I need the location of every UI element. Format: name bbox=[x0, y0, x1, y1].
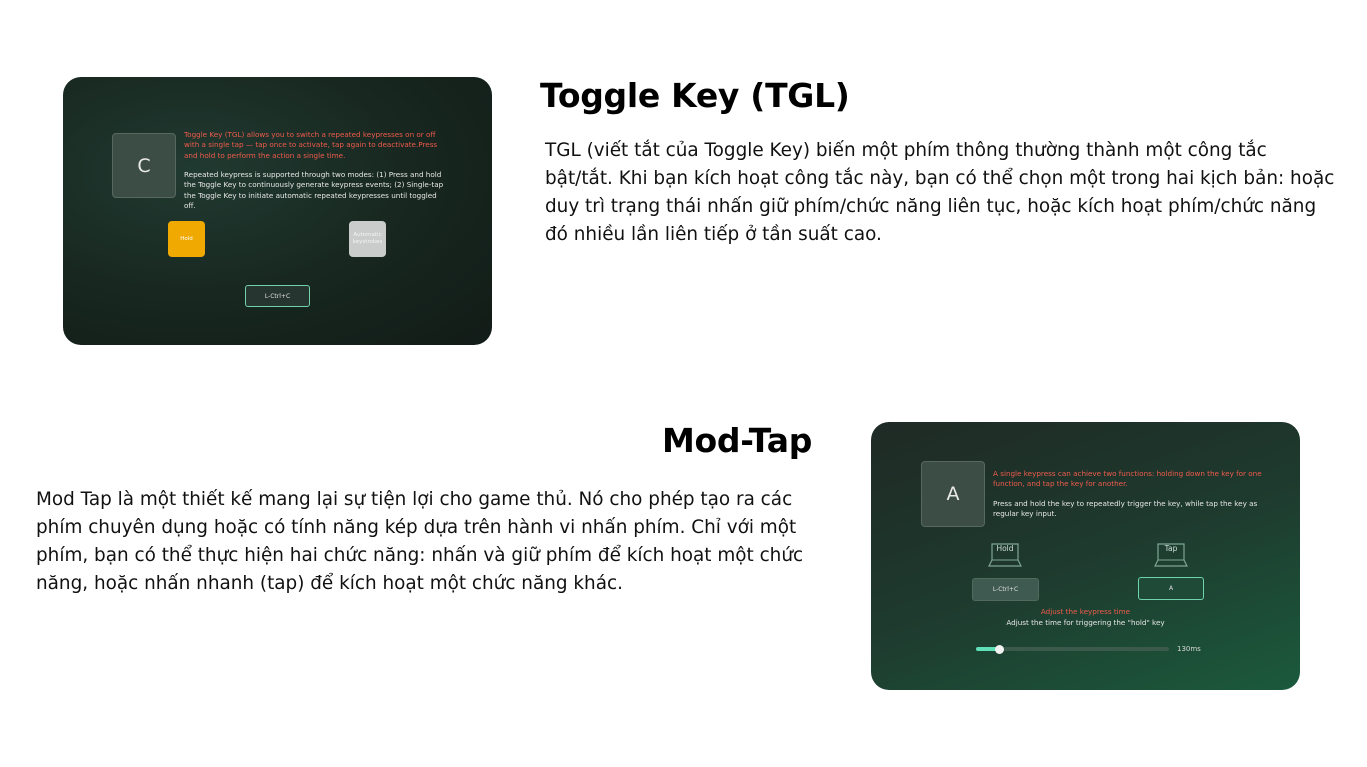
modtap-screenshot bbox=[871, 422, 1300, 690]
tgl-description: TGL (viết tắt của Toggle Key) biến một phím thông thường thành một công tắc bật/tắt. Khi bạn kích hoạt công tắc này, bạn có thể chọn một trong hai kịch bản: hoặc duy trì trạng thái nhấn giữ phím/chức năng liên tục, hoặc kích hoạt phím/chức năng đó nhiều lần liên tiếp ở tần suất cao. bbox=[545, 140, 1335, 245]
tgl-screenshot bbox=[63, 77, 492, 345]
modtap-red-description: A single keypress can achieve two functions: holding down the key for one function, and tap the key for another. bbox=[993, 469, 1262, 489]
hold-binding-key[interactable]: L-Ctrl+C bbox=[972, 578, 1039, 601]
hold-time-slider[interactable] bbox=[976, 647, 1169, 651]
tap-binding-key[interactable]: A bbox=[1138, 577, 1204, 600]
hold-mode-button[interactable]: Hold bbox=[168, 221, 205, 257]
modtap-white-description: Press and hold the key to repeatedly trigger the key, while tap the key as regular key input. bbox=[993, 499, 1258, 519]
adjust-description: Adjust the time for triggering the "hold" key bbox=[1006, 618, 1165, 627]
modtap-title: Mod-Tap bbox=[662, 421, 813, 460]
automatic-keystrokes-button[interactable]: Automatic keystrokes bbox=[349, 221, 386, 257]
modtap-description: Mod Tap là một thiết kế mang lại sự tiện lợi cho game thủ. Nó cho phép tạo ra các phím chuyên dụng hoặc có tính năng kép dựa trên hành vi nhấn phím. Chỉ với một phím, bạn có thể thực hiện hai chức năng: nhấn và giữ phím để kích hoạt một chức năng, hoặc nhấn nhanh (tap) để kích hoạt một chức năng khác. bbox=[36, 489, 804, 594]
tap-label: Tap bbox=[1164, 544, 1178, 553]
slider-handle[interactable] bbox=[995, 645, 1004, 654]
key-preview[interactable]: C bbox=[112, 133, 176, 198]
hold-label: Hold bbox=[996, 544, 1014, 553]
slider-value: 130ms bbox=[1177, 645, 1201, 653]
key-preview[interactable]: A bbox=[921, 461, 985, 527]
tgl-white-description: Repeated keypress is supported through two modes: (1) Press and hold the Toggle Key to continuously generate keypress events; (2) Single-tap the Toggle Key to initiate automatic repeated keypresses until toggled off. bbox=[184, 170, 444, 211]
tgl-title: Toggle Key (TGL) bbox=[540, 76, 850, 115]
tgl-red-description: Toggle Key (TGL) allows you to switch a repeated keypresses on or off with a single tap — tap once to activate, tap again to deactivate.Press and hold to perform the action a single time. bbox=[184, 130, 438, 160]
tgl-binding-key[interactable]: L-Ctrl+C bbox=[245, 285, 310, 307]
adjust-title: Adjust the keypress time bbox=[1040, 607, 1131, 616]
